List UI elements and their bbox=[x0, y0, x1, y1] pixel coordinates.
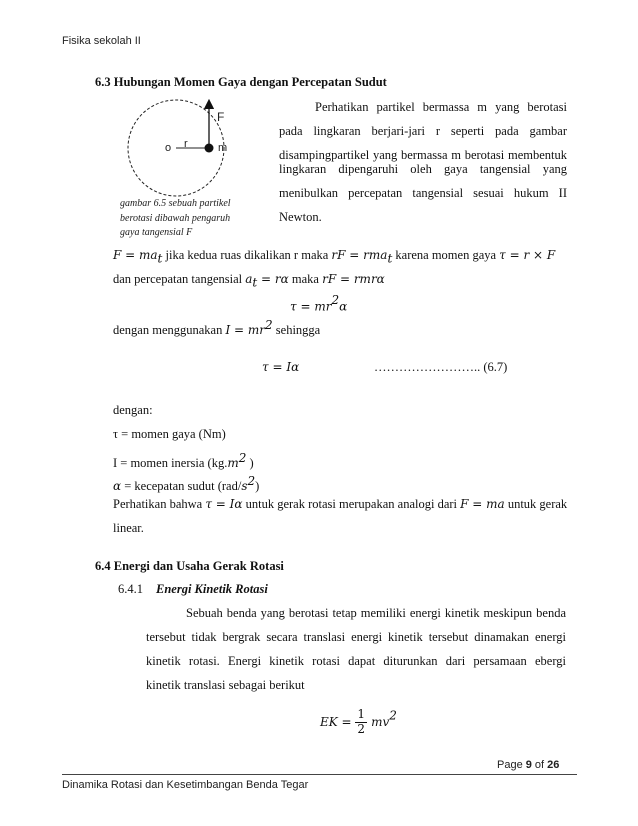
equation-line-4: dengan menggunakan $I = mr^2$ sehingga bbox=[113, 318, 321, 338]
circle-particle-figure bbox=[112, 98, 272, 208]
subsection-title: Energi Kinetik Rotasi bbox=[156, 582, 268, 596]
particle-mass bbox=[205, 144, 214, 153]
intro-line-2: pada lingkaran berjari-jari r seperti pada gambar bbox=[279, 124, 567, 138]
equation-line-1: $F = ma_t$ jika kedua ruas dikalikan r maka rF = rma$_t$ karena momen gaya τ = r × F bbox=[113, 248, 556, 266]
fraction-half: $\frac{1}{2}$ bbox=[357, 707, 366, 736]
equation-torque-mr2: $\tau = mr^2\alpha$ bbox=[290, 293, 348, 314]
footer-divider bbox=[62, 774, 577, 775]
equation-6-7: τ = Iα bbox=[262, 360, 300, 374]
radius-label: r bbox=[184, 138, 188, 150]
legend-inertia: I = momen inersia ($kg.m^2$ ) bbox=[113, 451, 254, 471]
analogy-line-1: Perhatikan bahwa τ = Iα untuk gerak rotasi merupakan analogi dari F = ma untuk gerak bbox=[113, 497, 568, 511]
intro-line-4: lingkaran dipengaruhi oleh gaya tangensial yang bbox=[279, 162, 567, 176]
analogy-line-2: linear. bbox=[113, 521, 144, 535]
force-label: F bbox=[217, 110, 225, 124]
energy-para-line-4: kinetik translasi sebagai berikut bbox=[146, 678, 305, 692]
page-number: Page 9 of 26 bbox=[497, 759, 560, 771]
page-header: Fisika sekolah II bbox=[62, 35, 141, 47]
subsection-number: 6.4.1 bbox=[118, 582, 143, 596]
equation-line-2: dan percepatan tangensial $a_t = r\alpha$ maka rF = rmrα bbox=[113, 272, 385, 290]
intro-line-1: Perhatikan partikel bermassa m yang berotasi bbox=[315, 100, 567, 114]
legend-tau: τ = momen gaya (Nm) bbox=[113, 427, 226, 441]
intro-line-3: disampingpartikel yang bermassa m berotasi membentuk bbox=[279, 148, 567, 162]
mass-label: m bbox=[218, 142, 228, 154]
energy-para-line-3: kinetik rotasi. Energi kinetik rotasi dapat diturunkan dari persamaan ebergi bbox=[146, 654, 566, 668]
section-title-6-4: 6.4 Energi dan Usaha Gerak Rotasi bbox=[95, 559, 284, 573]
legend-intro: dengan: bbox=[113, 403, 153, 417]
legend-alpha: α = kecepatan sudut $(rad/s^2)$ bbox=[113, 474, 260, 494]
energy-para-line-2: tersebut tidak bergrak secara translasi energi kinetik tersebut dinamakan energi bbox=[146, 630, 566, 644]
footer-title: Dinamika Rotasi dan Kesetimbangan Benda Tegar bbox=[62, 779, 309, 791]
energy-para-line-1: Sebuah benda yang berotasi tetap memiliki energi kinetik meskipun benda bbox=[186, 606, 566, 620]
origin-label: o bbox=[165, 142, 172, 154]
section-title-6-3: 6.3 Hubungan Momen Gaya dengan Percepatan Sudut bbox=[95, 75, 387, 89]
figure-caption: gambar 6.5 sebuah partikel berotasi dibawah pengaruh gaya tangensial F bbox=[120, 198, 231, 238]
equation-number-6-7: …………………….. (6.7) bbox=[374, 360, 508, 374]
intro-line-5: menibulkan percepatan tangensial sesuai hukum II bbox=[279, 186, 567, 200]
kinetic-energy-equation: EK = $\frac{1}{2}$ $mv^2$ bbox=[320, 707, 397, 736]
intro-line-6: Newton. bbox=[279, 210, 322, 224]
